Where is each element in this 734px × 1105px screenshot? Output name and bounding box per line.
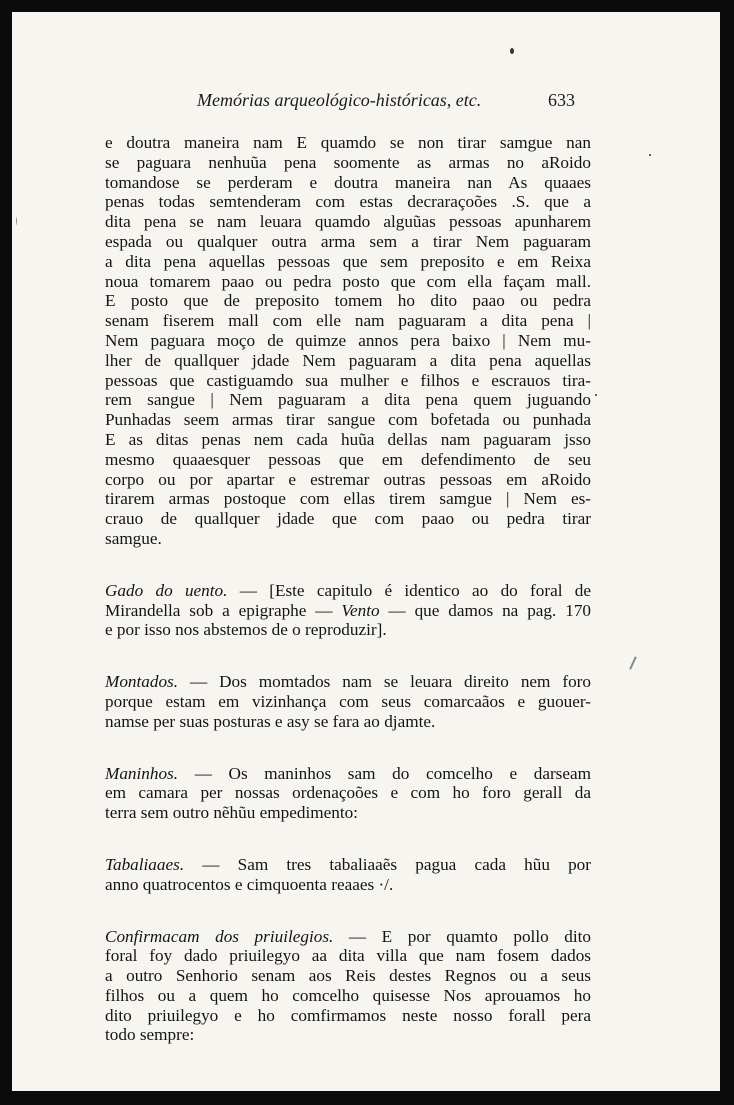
ink-speck (649, 154, 651, 156)
text-line: todo sempre: (105, 1025, 195, 1045)
text-line (105, 927, 591, 947)
text-line: terra sem outro nẽhũu empedimento: (105, 803, 358, 823)
text-line: tomandose se perderam e doutra maneira nan As quaaes (105, 172, 591, 192)
text-run: e por isso nos abstemos de o reproduzir]. (105, 620, 387, 640)
text-line: E posto que de preposito tomem ho dito paao ou pedra (105, 291, 591, 311)
text-line: penas todas semtenderam com estas decraraçoões .S. que a (105, 192, 591, 212)
ink-speck (510, 48, 514, 54)
page-number: 633 (548, 90, 575, 110)
text-run-italic: Vento (341, 600, 380, 620)
text-line: mesmo quaaesquer pessoas que em defendimento de seu (105, 449, 591, 469)
text-line: E as ditas penas nem cada huũa dellas nam paguaram jsso (105, 429, 591, 449)
text-line: a dita pena aquellas pessoas que sem preposito e em Reixa (105, 251, 591, 271)
text-line: se paguara nenhuũa pena soomente as armas no aRoido (105, 152, 591, 172)
ink-speck (629, 656, 637, 670)
text-line: crauo de quallquer jdade que com paao ou pedra tirar (105, 509, 591, 529)
text-line: senam fiserem mall com elle nam paguaram a dita pena | (105, 311, 591, 331)
section-heading-tabaliaaes: Tabaliaaes. (105, 854, 185, 874)
text-line: tirarem armas postoque com ellas tirem samgue | Nem es- (105, 489, 591, 509)
text-line: porque estam em vizinhança com seus comarcaãos e guouer- (105, 691, 591, 711)
body-text (105, 133, 591, 1045)
section-heading-confirmacam: Confirmacam dos priuilegios. (105, 926, 334, 946)
text-line: rem sangue | Nem paguaram a dita pena quem juguando (105, 390, 591, 410)
section-heading-gado-do-uento: Gado do uento. (105, 580, 228, 600)
paragraph-confirmacam (105, 927, 591, 1046)
text-run: — Dos momtados nam se leuara direito nem foro (178, 672, 591, 692)
text-line: samgue. (105, 528, 162, 548)
text-line (105, 581, 591, 601)
text-line: a outro Senhorio senam aos Reis destes Regnos ou a seus (105, 966, 591, 986)
text-line (105, 672, 591, 692)
text-run: — E por quamto pollo dito (333, 926, 591, 946)
ink-speck (595, 394, 597, 396)
text-line: lher de quallquer jdade Nem paguaram a dita pena aquellas (105, 350, 591, 370)
text-run: — Sam tres tabaliaaẽs pagua cada hũu por (184, 854, 591, 874)
text-line (105, 764, 591, 784)
paragraph-maninhos (105, 764, 591, 823)
text-line: foral foy dado priuilegyo aa dita villa que nam fosem dados (105, 946, 591, 966)
paragraph-penalties (105, 133, 591, 549)
text-line: noua tomarem paao ou pedra posto que com ella façam mall. (105, 271, 591, 291)
text-line (105, 601, 591, 621)
running-head (12, 90, 720, 118)
text-line: filhos ou a quem ho comcelho quisesse Nos aprouamos ho (105, 985, 591, 1005)
text-line (105, 620, 591, 640)
text-line: e doutra maneira nam E quamdo se non tirar samgue nan (105, 133, 591, 152)
paragraph-tabaliaaes (105, 855, 591, 895)
text-line: corpo ou por apartar e estremar outras pessoas em aRoido (105, 469, 591, 489)
running-title: Memórias arqueológico-históricas, etc. (197, 90, 482, 110)
paragraph-montados (105, 672, 591, 731)
text-run: — que damos na pag. 170 (379, 600, 592, 620)
text-line: dita pena se nam leuara quamdo alguũas pessoas apunharem (105, 212, 591, 232)
section-heading-montados: Montados. (105, 672, 179, 692)
text-line: espada ou qualquer outra arma sem a tirar Nem paguaram (105, 231, 591, 251)
text-line: Nem paguara moço de quimze annos pera baixo | Nem mu- (105, 330, 591, 350)
text-run: — Os maninhos sam do comcelho e darseam (178, 763, 591, 783)
text-line: dito priuilegyo e ho comfirmamos neste nosso forall pera (105, 1005, 591, 1025)
paragraph-gado-do-uento (105, 581, 591, 640)
text-run: — [Este capitulo é identico ao do foral de (227, 580, 591, 600)
text-line: namse per suas posturas e asy se fara ao djamte. (105, 711, 436, 731)
text-line: Punhadas seem armas tirar sangue com bofetada ou punhada (105, 410, 591, 430)
text-line: pessoas que castiguamdo sua mulher e filhos e escrauos tira- (105, 370, 591, 390)
section-heading-maninhos: Maninhos. (105, 763, 179, 783)
text-line: em camara per nossas ordenaçoões e com ho foro gerall da (105, 783, 591, 803)
ink-speck (16, 217, 17, 225)
text-line (105, 855, 591, 875)
text-run: Mirandella sob a epigraphe — (105, 600, 342, 620)
page (12, 12, 720, 1091)
text-line: anno quatrocentos e cimquoenta reaaes ·/. (105, 874, 394, 894)
